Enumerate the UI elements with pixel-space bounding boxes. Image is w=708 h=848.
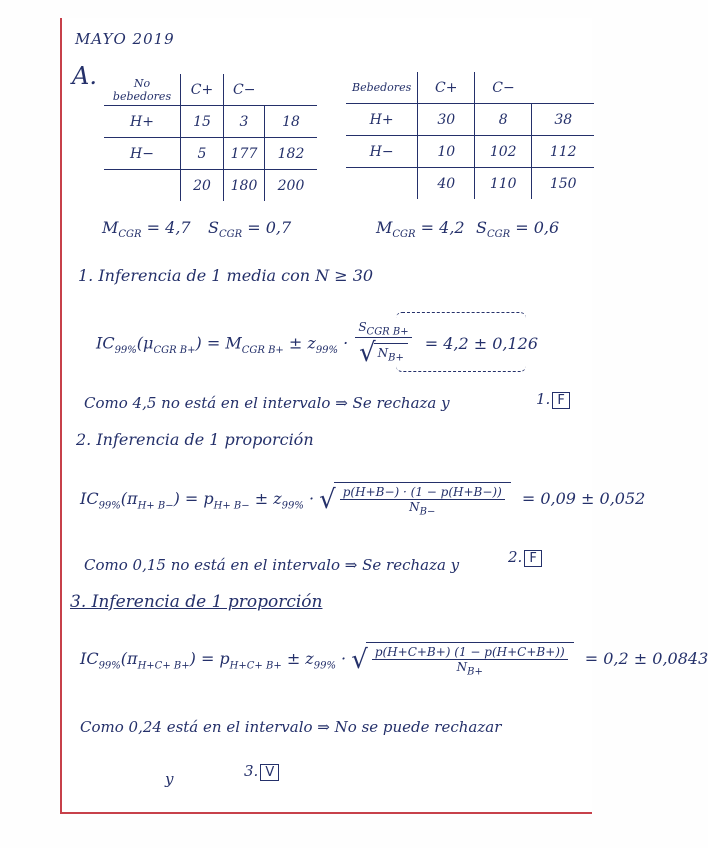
table-header-row	[346, 72, 594, 104]
part3-y: y	[165, 770, 174, 788]
table-row	[346, 104, 594, 136]
verdict-number: 1.	[536, 390, 551, 408]
cell: 15	[181, 106, 224, 138]
col-header: C+	[418, 72, 475, 104]
part3-heading	[70, 592, 322, 612]
fraction-numerator: p(H+C+B+) (1 − p(H+C+B+))	[372, 645, 568, 660]
verdict-number: 3.	[244, 762, 259, 780]
fraction-denominator	[340, 500, 505, 517]
stat-value: = 4,7	[146, 218, 191, 237]
col-header: C−	[224, 74, 265, 106]
row-label: H−	[346, 136, 418, 168]
fraction	[372, 645, 568, 677]
cell: 30	[418, 104, 475, 136]
formula-subscript: 99%	[313, 660, 336, 672]
part2-conclusion: Como 0,15 no está en el intervalo ⇒ Se rechaza y	[84, 556, 460, 574]
cell: 8	[475, 104, 532, 136]
cell: 180	[224, 170, 265, 202]
part1-verdict	[536, 390, 570, 409]
formula-subscript: CGR B+	[241, 344, 284, 356]
formula-subscript: 99%	[315, 344, 339, 356]
margin-line	[60, 18, 62, 814]
table-corner-label: Bebedores	[346, 72, 418, 104]
formula-result: = 0,09 ± 0,052	[521, 489, 646, 509]
sqrt-icon: √	[351, 644, 368, 675]
table-row	[104, 138, 317, 170]
fraction-denominator	[372, 660, 568, 677]
fraction	[340, 485, 505, 517]
sqrt-icon: √	[319, 484, 336, 515]
sqrt-content	[374, 343, 408, 363]
formula-subscript: H+C+ B+	[229, 660, 282, 672]
date-header: MAYO 2019	[75, 30, 175, 48]
formula-symbol: (π	[120, 489, 138, 509]
fraction	[355, 320, 411, 368]
mean-non-drinkers	[102, 218, 191, 240]
cell: 177	[224, 138, 265, 170]
bottom-line	[60, 812, 592, 814]
formula-symbol: (π	[120, 649, 138, 669]
stat-subscript: CGR	[486, 229, 511, 241]
sqrt-icon: √	[359, 338, 376, 369]
part1-conclusion: Como 4,5 no está en el intervalo ⇒ Se rechaza y	[84, 394, 450, 412]
cell-total: 38	[532, 104, 595, 136]
formula-subscript: B−	[419, 506, 436, 518]
verdict-number: 2.	[508, 548, 523, 566]
stat-symbol: S	[476, 218, 487, 237]
stat-symbol: S	[208, 218, 219, 237]
part1-formula: $IC_{99\%}(\mu_{CGR B+}) = M_{CGR B+} \pm z_{99\%}$ · $\frac{S_{CGR B+}}{√ N_{B+}}$ = 4,2 ± 0,126	[96, 320, 539, 369]
section-label: A.	[72, 62, 97, 90]
cell-total: 150	[532, 168, 595, 200]
cell: 10	[418, 136, 475, 168]
part3-heading-text: 3. Inferencia de 1 proporción	[70, 592, 323, 612]
stat-symbol: M	[376, 218, 393, 237]
formula-subscript: 99%	[98, 500, 121, 512]
table-row-totals	[346, 168, 594, 200]
table-corner-label: No bebedores	[104, 74, 181, 106]
part1-heading: 1. Inferencia de 1 media con N ≥ 30	[78, 266, 374, 285]
formula-subscript: H+ B−	[213, 500, 250, 512]
verdict-box: V	[260, 764, 279, 781]
formula-subscript: B+	[388, 352, 404, 364]
formula-subscript: 99%	[98, 660, 121, 672]
part3-formula: $IC_{99\%}(\pi_{H+C+ B+}) = p_{H+C+ B+} \pm z_{99\%}$ · √ $\frac{p(H+C+B+) (1 - p(H+C+B+))}{N_{B+}}$ = 0,2 ± 0,0843	[80, 642, 708, 677]
cell: 110	[475, 168, 532, 200]
sqrt-content	[366, 642, 574, 677]
table-header-row	[104, 74, 317, 106]
table-row	[104, 106, 317, 138]
cell: 3	[224, 106, 265, 138]
formula-symbol: IC	[96, 333, 115, 353]
cell: 102	[475, 136, 532, 168]
formula-subscript: 99%	[114, 344, 137, 356]
formula-symbol: S	[358, 320, 367, 334]
formula-subscript: B+	[467, 666, 483, 678]
stat-subscript: CGR	[392, 229, 416, 241]
table-row	[346, 136, 594, 168]
cell-total: 18	[265, 106, 318, 138]
stat-value: = 0,7	[247, 218, 292, 237]
formula-symbol: N	[456, 660, 468, 674]
col-header-total	[265, 74, 318, 106]
col-header: C+	[181, 74, 224, 106]
row-label	[104, 170, 181, 202]
formula-symbol: ± z	[288, 333, 316, 353]
row-label	[346, 168, 418, 200]
col-header: C−	[475, 72, 532, 104]
part2-verdict	[508, 548, 542, 567]
row-label: H+	[104, 106, 181, 138]
formula-symbol: (μ	[136, 333, 154, 353]
fraction-numerator: p(H+B−) · (1 − p(H+B−))	[340, 485, 505, 500]
formula-symbol: ) = p	[173, 489, 214, 509]
formula-symbol: ) = p	[189, 649, 230, 669]
stat-value: = 4,2	[420, 218, 465, 237]
fraction-denominator	[355, 338, 411, 368]
formula-subscript: 99%	[281, 500, 304, 512]
formula-symbol: IC	[80, 489, 99, 509]
formula-symbol: ) = M	[195, 333, 242, 353]
cell-total: 200	[265, 170, 318, 202]
formula-symbol: IC	[80, 649, 99, 669]
sqrt-content	[334, 482, 511, 517]
cell: 5	[181, 138, 224, 170]
formula-subscript: CGR B+	[153, 344, 196, 356]
verdict-box: F	[524, 550, 541, 567]
mean-drinkers	[376, 218, 465, 240]
formula-symbol: ± z	[254, 489, 282, 509]
formula-subscript: CGR B+	[366, 326, 409, 338]
stat-subscript: CGR	[218, 229, 243, 241]
cell: 40	[418, 168, 475, 200]
cell-total: 182	[265, 138, 318, 170]
formula-subscript: H+ B−	[137, 500, 174, 512]
formula-symbol: N	[409, 500, 420, 514]
stat-subscript: CGR	[118, 229, 142, 241]
table-row-totals	[104, 170, 317, 202]
part3-verdict	[244, 762, 279, 781]
contingency-table-drinkers	[346, 72, 594, 199]
formula-symbol: ± z	[286, 649, 314, 669]
part2-formula: $IC_{99\%}(\pi_{H+ B-}) = p_{H+ B-} \pm z_{99\%}$ · √ $\frac{p(H+B-) \cdot (1 - p(H+B-))}{N_{B-}}$ = 0,09 ± 0,052	[80, 482, 645, 517]
sd-drinkers	[476, 218, 559, 240]
formula-symbol: N	[377, 346, 389, 361]
formula-result: = 0,2 ± 0,0843	[584, 649, 708, 669]
cell: 20	[181, 170, 224, 202]
row-label: H−	[104, 138, 181, 170]
stat-value: = 0,6	[515, 218, 560, 237]
sd-non-drinkers	[208, 218, 291, 240]
part3-conclusion: Como 0,24 está en el intervalo ⇒ No se puede rechazar	[80, 718, 502, 736]
formula-result: = 4,2 ± 0,126	[424, 333, 539, 353]
verdict-box: F	[552, 392, 569, 409]
col-header-total	[532, 72, 595, 104]
formula-subscript: H+C+ B+	[137, 660, 190, 672]
cell-total: 112	[532, 136, 595, 168]
stat-symbol: M	[102, 218, 119, 237]
fraction-numerator	[355, 320, 411, 338]
contingency-table-non-drinkers	[104, 74, 317, 201]
row-label: H+	[346, 104, 418, 136]
part2-heading: 2. Inferencia de 1 proporción	[76, 430, 314, 449]
